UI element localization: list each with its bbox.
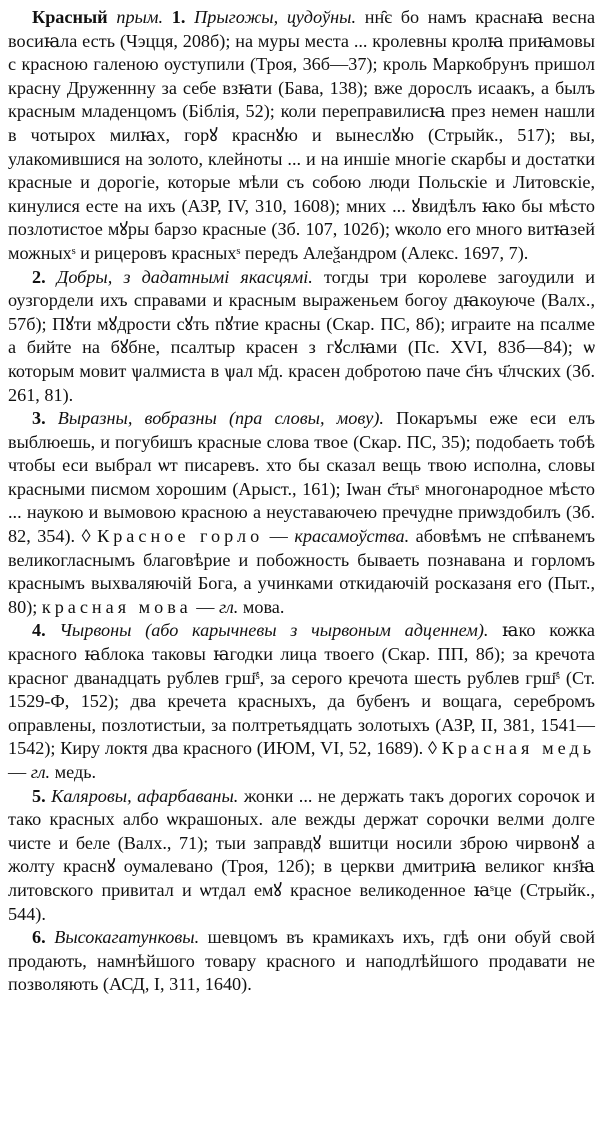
sense-number: 2. — [32, 266, 46, 287]
phrase-term: Красная медь — [441, 738, 596, 759]
sense-5-paragraph — [8, 785, 595, 927]
sense-citations: Покаръмы еже еси елъ выблюешь, и погубишъ красные слова твое (Скар. ПС, 35); подобаеть тобѣ чтобы еси выбрал ѡт писаревъ. хто бы сказал вещь твою исполна, словы красными писмом хорошим (Арыст., 161); Іѡан с҃тыˢ многонародное мѣсто ... наукою и вымовою красною а неуставаючею пречудне приѡздобилъ (Зб. 82, 354). — [8, 408, 595, 547]
diamond-icon: ◊ — [427, 738, 437, 759]
sense-6-paragraph — [8, 926, 595, 997]
phrase-citations: мова. — [238, 596, 285, 617]
sense-1-paragraph — [8, 6, 595, 266]
sense-citations: тогды три королеве загоудили и оузгордели ихъ справами и красным выраженьем богоу дꙗкоуюче (Валх., 57б); Пꙋти мꙋдрости сꙋть пꙋтие красны (Скар. ПС, 8б); играите на псалме а бийте на бꙋбне, псалтыр красен з гꙋслꙗми (Пс. XVI, 83б—84); ѡ которым мовит ѱалмиста в ѱал м҃д. красен добротою паче с҃нъ ч҃лчских (Зб. 261, 81). — [8, 266, 596, 405]
sense-citations: нн̑є бо намъ краснаꙗ весна восиꙗла есть (Чэцця, 208б); на муры места ... кролевны кролꙗ приꙗмовы с красною галеною оуступили (Троя, 36б—37); кроль Маркобрунъ пришол красну Друженнну за себе взꙗти (Бава, 138); вже дорослъ исаакъ, а былъ красным младенцомъ (Біблія, 52); коли переправилисꙗ през немен нашли в чотырох милꙗх, горꙋ краснꙋю и вынеслꙋю (Стрыйк., 517); вы, улакомившися на золото, клейноты ... и на иншіе многіе скарбы и достатки красные и дорогіе, которые мѣли съ собою люди Польскіе и Литовскіе, кинулися есте на ихъ (АЗР, IV, 310, 1608); мних ... ꙋвидѣлъ ꙗко бы мѣсто позлотистое мꙋры барзо красные (Зб. 107, 102б); ѡколо его много витꙗзей можныхˢ и рицеровъ красныхˢ передъ Алеѯандром (Алекс. 1697, 7). — [8, 7, 596, 263]
phrase-term: Красное горло — [97, 526, 264, 547]
sense-definition: Каляровы, афарбаваны. — [51, 785, 239, 806]
part-of-speech: прым. — [116, 7, 164, 27]
sense-number: 5. — [32, 785, 46, 806]
phrase-definition: гл. — [218, 596, 239, 617]
sense-citations: ꙗко кожка красного ꙗблока таковы ꙗгодки лица твоего (Скар. ПП, 8б); за кречота красног дванадцать рублев грш҃ˢ, за серого кречота шесть рублев грш҃ˢ (Ст. 1529-Ф, 152); два кречета красныхъ, да бубенъ и вощага, серебромъ оправлены, позлотистыи, за полтретьядцать золотыхъ (АЗР, II, 381, 1541—1542); Киру локтя два красного (ИЮМ, VI, 52, 1689). — [8, 620, 595, 759]
sense-4-paragraph: 4. Чырвоны (або карычневы з чырвоным адценнем). ꙗко кожка красного ꙗблока таковы ꙗгодки лица твоего (Скар. ПП, 8б); за кречота красног дванадцать рублев грш҃ˢ, за серого кречота шесть рублев грш҃ˢ (Ст. 1529-Ф, 152); два кречета красныхъ, да бубенъ и вощага, серебромъ оправлены, позлотистыи, за полтретьядцать золотыхъ (АЗР, II, 381, 1541—1542); Киру локтя два красного (ИЮМ, VI, 52, 1689). ◊ Красная медь — гл. медь. — [8, 620, 596, 782]
sense-definition: Добры, з дадатнымі якасцямі. — [56, 266, 313, 287]
sense-definition: Прыгожы, цудоўны. — [194, 7, 357, 27]
sense-definition: Чырвоны (або карычневы з чырвоным адценнем). — [59, 620, 489, 641]
headword: Красный — [32, 7, 108, 27]
sense-citations: шевцомъ въ крамикахъ ихъ, гдѣ они обуй свой продають, намнѣйшого товару красного и наподлѣйшого продавати не позволяють (АСД, I, 311, 1640). — [8, 927, 596, 995]
diamond-icon: ◊ — [81, 526, 91, 547]
sense-citations: жонки ... не держать такъ дорогих сорочок и тако красных албо ѡкрашоных. але вежды держат сорочки велми долге чисте и беле (Валх., 71); тыи заправдꙋ вшитци носили зброю чирвонꙋ а жолту краснꙋ оумалевано (Троя, 12б); в церкви дмитриꙗ великог кнз҃ꙗ литовского привитал и ѡтдал емꙋ красное великоденное ꙗˢце (Стрыйк., 544). — [8, 785, 595, 924]
phrase-definition: гл. — [30, 762, 51, 782]
phrase-citations: медь. — [50, 762, 97, 782]
phrase-term: красная мова — [41, 596, 192, 617]
sense-definition: Выразны, вобразны (пра словы, мову). — [57, 408, 384, 429]
sense-2-paragraph — [8, 266, 595, 408]
sense-number: 4. — [32, 620, 46, 641]
sense-3-paragraph: 3. Выразны, вобразны (пра словы, мову). Покаръмы еже еси елъ выблюешь, и погубишъ красные слова твое (Скар. ПС, 35); подобаеть тобѣ чтобы еси выбрал ѡт писаревъ. хто бы сказал вещь твою исполна, словы красными писмом хорошим (Арыст., 161); Іѡан с҃тыˢ многонародное мѣсто ... наукою и вымовою красною а неуставаючею пречудне приѡздобилъ (Зб. 82, 354). ◊ Красное горло — красамоўства. абовѣмъ не спѣванемъ великогласнымъ благовѣрие и побожность бываеть познавана и горломъ краснымъ выхваляючій Бога, а учинками откидаючій росказаня его (Пыт., 80); красная мова — гл. мова. — [8, 408, 596, 617]
phrase-citations: абовѣмъ не спѣванемъ великогласнымъ благовѣрие и побожность бываеть познавана и горломъ краснымъ выхваляючій Бога, а учинками откидаючій росказаня его (Пыт., 80); — [8, 526, 596, 617]
phrase-definition: красамоўства. — [294, 526, 410, 547]
sense-number: 6. — [32, 927, 46, 948]
sense-definition: Высокагатунковы. — [54, 927, 200, 948]
sense-number: 1. — [171, 7, 186, 27]
sense-number: 3. — [32, 408, 46, 429]
